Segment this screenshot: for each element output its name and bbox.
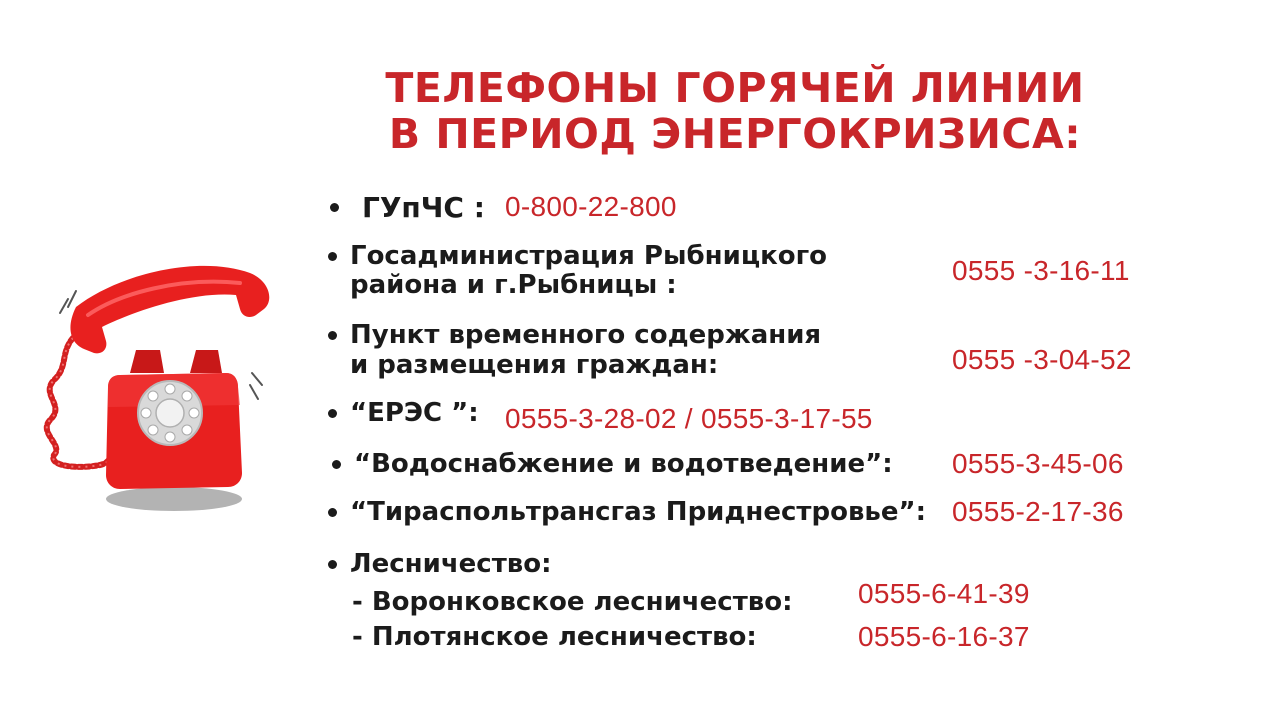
forestry-item-plotyanskoe-phone: 0555-6-16-37 [858,621,1030,652]
forestry-item-plotyanskoe-label: - Плотянское лесничество: [352,622,757,652]
contact-phone-punkt: 0555 -3-04-52 [952,344,1132,375]
contact-label-punkt-line1: Пункт временного содержания [350,320,822,350]
contact-label-tiraspoltransgaz: “Тираспольтрансгаз Приднестровье”: [350,497,926,527]
telephone-icon [40,255,280,525]
contact-label-eres: “ЕРЭС ”: [350,398,479,428]
contact-phone-gosadmin: 0555 -3-16-11 [952,255,1130,286]
bullet [330,203,339,212]
forestry-label: Лесничество: [350,549,552,579]
contact-label-punkt-line2: и размещения граждан: [350,350,719,380]
bullet [328,409,337,418]
contact-label-guchs: ГУпЧС : [362,191,485,224]
title-line-1: ТЕЛЕФОНЫ ГОРЯЧЕЙ ЛИНИИ [385,64,1085,112]
bullet [328,252,337,261]
bullet [328,508,337,517]
title-line-2: В ПЕРИОД ЭНЕРГОКРИЗИСА: [388,110,1082,158]
contact-label-gosadmin-line2: района и г.Рыбницы : [350,270,677,300]
bullet [332,460,341,469]
forestry-item-voronkovskoe-phone: 0555-6-41-39 [858,578,1030,609]
contact-phone-tiraspoltransgaz: 0555-2-17-36 [952,496,1124,527]
bullet [328,560,337,569]
contact-label-gosadmin-line1: Госадминистрация Рыбницкого [350,241,828,271]
contact-label-vodosnabzhenie: “Водоснабжение и водотведение”: [354,449,893,479]
forestry-item-voronkovskoe-label: - Воронковское лесничество: [352,587,793,617]
contact-phone-vodosnabzhenie: 0555-3-45-06 [952,448,1124,479]
contact-phone-guchs: 0-800-22-800 [505,191,677,222]
contact-phone-eres: 0555-3-28-02 / 0555-3-17-55 [505,403,873,434]
bullet [328,331,337,340]
